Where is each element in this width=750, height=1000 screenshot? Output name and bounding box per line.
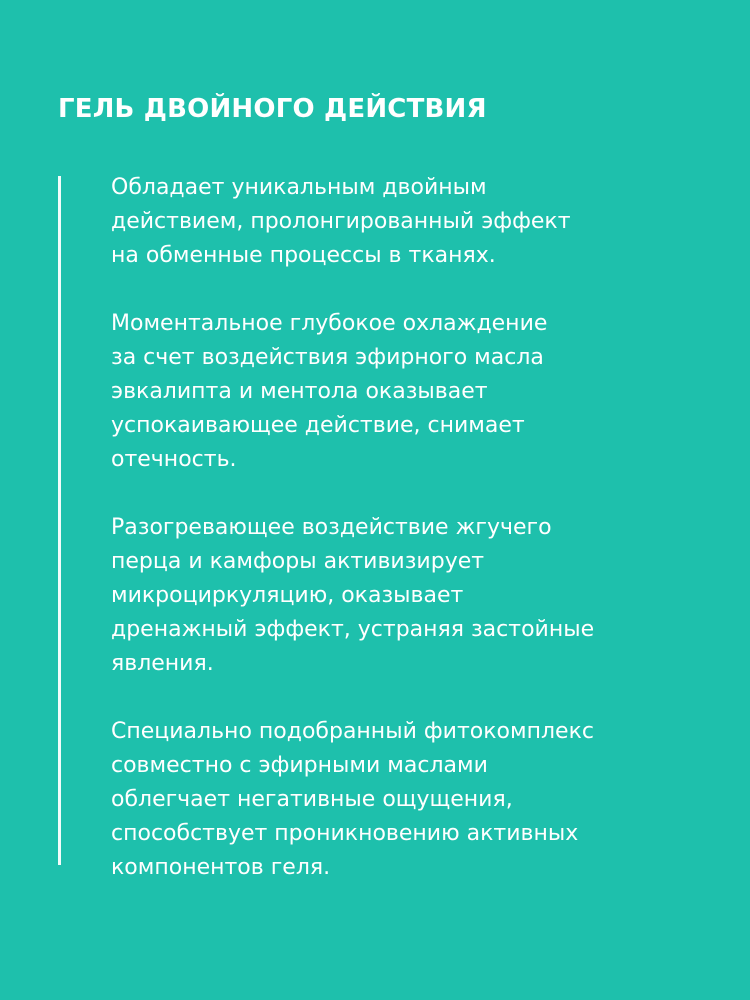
vertical-divider xyxy=(58,176,61,865)
page-title: ГЕЛЬ ДВОЙНОГО ДЕЙСТВИЯ xyxy=(58,94,487,124)
text-line: перца и камфоры активизирует xyxy=(111,549,485,574)
text-line: за счет воздействия эфирного масла xyxy=(111,345,544,370)
text-line: Разогревающее воздействие жгучего xyxy=(111,515,552,540)
text-line: дренажный эффект, устраняя застойные xyxy=(111,617,595,642)
description-paragraph xyxy=(111,171,711,273)
text-line: эвкалипта и ментола оказывает xyxy=(111,379,488,404)
text-line: способствует проникновению активных xyxy=(111,821,579,846)
text-line: действием, пролонгированный эффект xyxy=(111,209,571,234)
description-block xyxy=(111,171,711,919)
description-paragraph xyxy=(111,307,711,477)
text-line: микроциркуляцию, оказывает xyxy=(111,583,464,608)
text-line: успокаивающее действие, снимает xyxy=(111,413,525,438)
description-paragraph xyxy=(111,715,711,885)
description-paragraph xyxy=(111,511,711,681)
text-line: на обменные процессы в тканях. xyxy=(111,243,496,268)
text-line: компонентов геля. xyxy=(111,855,331,880)
text-line: облегчает негативные ощущения, xyxy=(111,787,513,812)
text-line: Специально подобранный фитокомплекс xyxy=(111,719,594,744)
text-line: явления. xyxy=(111,651,214,676)
text-line: совместно с эфирными маслами xyxy=(111,753,488,778)
text-line: отечность. xyxy=(111,447,237,472)
text-line: Моментальное глубокое охлаждение xyxy=(111,311,548,336)
text-line: Обладает уникальным двойным xyxy=(111,175,487,200)
